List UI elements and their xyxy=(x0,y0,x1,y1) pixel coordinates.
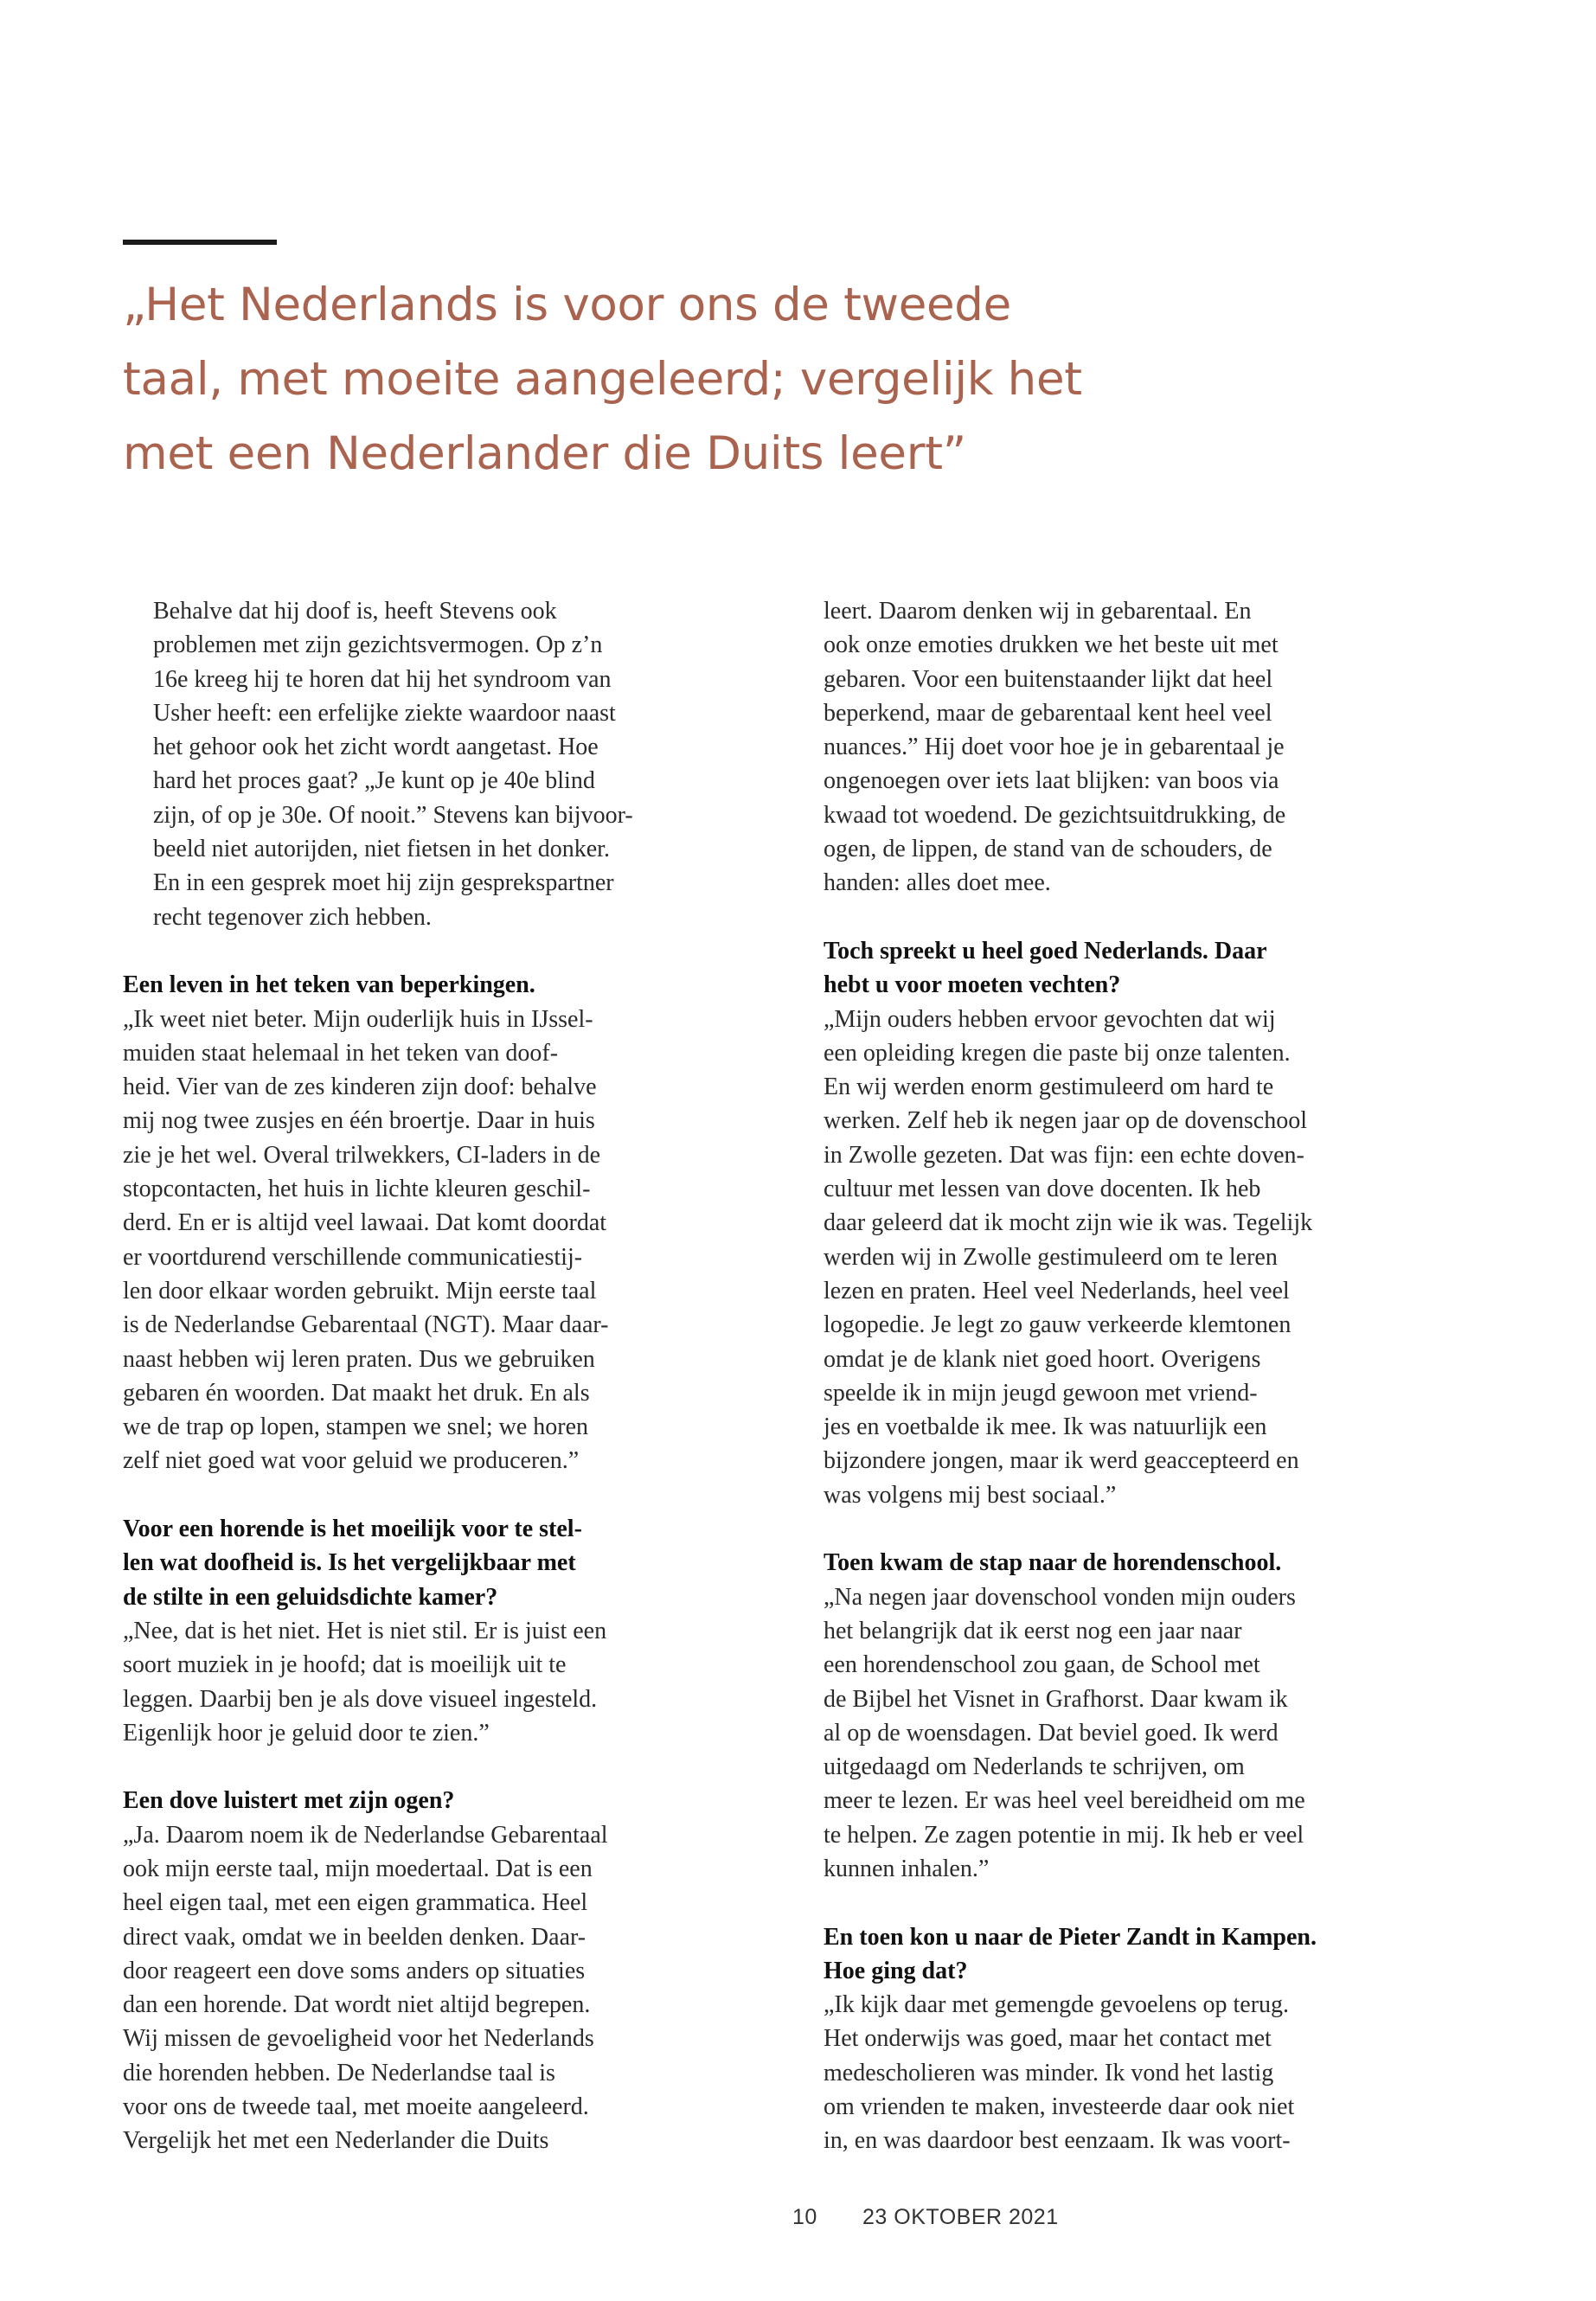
text-line: heid. Vier van de zes kinderen zijn doof: behalve xyxy=(123,1074,597,1101)
text-line: „Mijn ouders hebben ervoor gevochten dat wij xyxy=(824,1005,1276,1033)
text-line: Hoe ging dat? xyxy=(824,1957,968,1984)
text-line: zelf niet goed wat voor geluid we produceren.” xyxy=(123,1447,580,1475)
text-line: Behalve dat hij doof is, heeft Stevens ook xyxy=(153,598,557,625)
text-line: werken. Zelf heb ik negen jaar op de dovenschool xyxy=(824,1107,1308,1135)
body-paragraph xyxy=(824,1988,1377,2157)
text-line: het gehoor ook het zicht wordt aangetast. Hoe xyxy=(153,734,599,761)
text-line: bijzondere jongen, maar ik werd geaccepteerd en xyxy=(824,1447,1299,1475)
text-line: te helpen. Ze zagen potentie in mij. Ik heb er veel xyxy=(824,1821,1304,1849)
section-heading xyxy=(824,1920,1377,1989)
text-line: derd. En er is altijd veel lawaai. Dat komt doordat xyxy=(123,1209,607,1237)
text-line: naast hebben wij leren praten. Dus we gebruiken xyxy=(123,1345,595,1373)
article-column-right xyxy=(824,594,1377,2158)
text-line: omdat je de klank niet goed hoort. Overigens xyxy=(824,1345,1261,1373)
text-line: dan een horende. Dat wordt niet altijd begrepen. xyxy=(123,1991,591,2019)
text-line: jes en voetbalde ik mee. Ik was natuurlijk een xyxy=(824,1413,1267,1441)
body-paragraph xyxy=(824,1003,1377,1512)
text-line: heel eigen taal, met een eigen grammatica. Heel xyxy=(123,1889,588,1917)
text-line: door reageert een dove soms anders op situaties xyxy=(123,1957,586,1984)
text-line: En in een gesprek moet hij zijn gesprekspartner xyxy=(153,869,614,897)
pull-quote-line: „Het Nederlands is voor ons de tweede xyxy=(123,279,1011,331)
text-line: ook mijn eerste taal, mijn moedertaal. Dat is een xyxy=(123,1855,593,1882)
text-line: het belangrijk dat ik eerst nog een jaar naar xyxy=(824,1617,1242,1644)
text-line: hard het proces gaat? „Je kunt op je 40e blind xyxy=(153,767,595,795)
text-line: nuances.” Hij doet voor hoe je in gebarentaal je xyxy=(824,734,1285,761)
text-line: we de trap op lopen, stampen we snel; we horen xyxy=(123,1413,589,1441)
text-line: Wij missen de gevoeligheid voor het Nederlands xyxy=(123,2025,594,2053)
text-line: leert. Daarom denken wij in gebarentaal. En xyxy=(824,598,1252,625)
text-line: een opleiding kregen die paste bij onze talenten. xyxy=(824,1039,1291,1067)
section-heading xyxy=(824,934,1377,1003)
text-line: mij nog twee zusjes en één broertje. Daar in huis xyxy=(123,1107,595,1135)
text-line: daar geleerd dat ik mocht zijn wie ik was. Tegelijk xyxy=(824,1209,1313,1237)
text-line: beeld niet autorijden, niet fietsen in het donker. xyxy=(153,836,610,863)
text-line: „Nee, dat is het niet. Het is niet stil. Er is juist een xyxy=(123,1617,607,1644)
text-line: in Zwolle gezeten. Dat was fijn: een echte doven- xyxy=(824,1141,1304,1169)
text-line: was volgens mij best sociaal.” xyxy=(824,1481,1117,1509)
article-column-left xyxy=(123,594,676,2158)
decorative-rule xyxy=(123,240,277,245)
text-line: meer te lezen. Er was heel veel bereidheid om me xyxy=(824,1787,1305,1815)
text-line: een horendenschool zou gaan, de School met xyxy=(824,1651,1260,1679)
body-paragraph xyxy=(123,594,676,934)
text-line: stopcontacten, het huis in lichte kleuren geschil- xyxy=(123,1176,591,1203)
text-line: En toen kon u naar de Pieter Zandt in Kampen. xyxy=(824,1923,1317,1951)
text-line: cultuur met lessen van dove docenten. Ik heb xyxy=(824,1176,1261,1203)
page-number: 10 xyxy=(792,2205,817,2229)
body-paragraph xyxy=(123,1614,676,1750)
text-line: Een leven in het teken van beperkingen. xyxy=(123,971,535,999)
text-line: de stilte in een geluidsdichte kamer? xyxy=(123,1583,498,1611)
text-line: Toen kwam de stap naar de horendenschool. xyxy=(824,1549,1282,1577)
text-line: Een dove luistert met zijn ogen? xyxy=(123,1787,455,1815)
text-line: kwaad tot woedend. De gezichtsuitdrukking, de xyxy=(824,801,1286,829)
text-line: handen: alles doet mee. xyxy=(824,869,1051,897)
text-line: gebaren. Voor een buitenstaander lijkt dat heel xyxy=(824,665,1273,693)
issue-date: 23 OKTOBER 2021 xyxy=(862,2205,1059,2229)
text-line: in, en was daardoor best eenzaam. Ik was voort- xyxy=(824,2127,1291,2155)
text-line: Toch spreekt u heel goed Nederlands. Daar xyxy=(824,937,1267,965)
text-line: is de Nederlandse Gebarentaal (NGT). Maar daar- xyxy=(123,1311,609,1339)
text-line: len wat doofheid is. Is het vergelijkbaar met xyxy=(123,1549,576,1577)
text-line: kunnen inhalen.” xyxy=(824,1855,990,1882)
text-line: len door elkaar worden gebruikt. Mijn eerste taal xyxy=(123,1277,597,1304)
text-line: uitgedaagd om Nederlands te schrijven, om xyxy=(824,1753,1245,1781)
text-line: er voortdurend verschillende communicatiestij- xyxy=(123,1243,583,1271)
text-line: Eigenlijk hoor je geluid door te zien.” xyxy=(123,1719,490,1747)
body-paragraph xyxy=(123,1818,676,2158)
text-line: En wij werden enorm gestimuleerd om hard te xyxy=(824,1074,1274,1101)
section-heading xyxy=(123,1784,676,1817)
text-line: beperkend, maar de gebarentaal kent heel veel xyxy=(824,699,1272,727)
text-line: Vergelijk het met een Nederlander die Duits xyxy=(123,2127,549,2155)
text-line: Usher heeft: een erfelijke ziekte waardoor naast xyxy=(153,699,616,727)
text-line: die horenden hebben. De Nederlandse taal is xyxy=(123,2059,555,2086)
text-line: al op de woensdagen. Dat beviel goed. Ik werd xyxy=(824,1719,1279,1747)
text-line: logopedie. Je legt zo gauw verkeerde klemtonen xyxy=(824,1311,1292,1339)
text-line: „Ik weet niet beter. Mijn ouderlijk huis in IJssel- xyxy=(123,1005,593,1033)
section-heading xyxy=(123,1512,676,1614)
body-paragraph xyxy=(824,594,1377,901)
pull-quote xyxy=(123,268,1204,491)
text-line: zie je het wel. Overal trilwekkers, CI-laders in de xyxy=(123,1141,601,1169)
text-line: werden wij in Zwolle gestimuleerd om te leren xyxy=(824,1243,1278,1271)
text-line: ongenoegen over iets laat blijken: van boos via xyxy=(824,767,1279,795)
text-line: gebaren én woorden. Dat maakt het druk. En als xyxy=(123,1379,590,1407)
text-line: leggen. Daarbij ben je als dove visueel ingesteld. xyxy=(123,1685,598,1713)
body-paragraph xyxy=(824,1580,1377,1887)
text-line: 16e kreeg hij te horen dat hij het syndroom van xyxy=(153,665,612,693)
text-line: ogen, de lippen, de stand van de schouders, de xyxy=(824,836,1272,863)
text-line: ook onze emoties drukken we het beste uit met xyxy=(824,631,1279,659)
text-line: speelde ik in mijn jeugd gewoon met vriend- xyxy=(824,1379,1258,1407)
section-heading xyxy=(123,968,676,1002)
text-line: problemen met zijn gezichtsvermogen. Op z’n xyxy=(153,631,603,659)
text-line: Voor een horende is het moeilijk voor te stel- xyxy=(123,1516,582,1543)
text-line: lezen en praten. Heel veel Nederlands, heel veel xyxy=(824,1277,1290,1304)
section-heading xyxy=(824,1546,1377,1580)
text-line: medescholieren was minder. Ik vond het lastig xyxy=(824,2059,1274,2086)
text-line: voor ons de tweede taal, met moeite aangeleerd. xyxy=(123,2093,589,2121)
pull-quote-line: taal, met moeite aangeleerd; vergelijk het xyxy=(123,353,1082,406)
text-line: Het onderwijs was goed, maar het contact met xyxy=(824,2025,1272,2053)
text-line: direct vaak, omdat we in beelden denken. Daar- xyxy=(123,1923,586,1951)
text-line: de Bijbel het Visnet in Grafhorst. Daar kwam ik xyxy=(824,1685,1288,1713)
text-line: „Na negen jaar dovenschool vonden mijn ouders xyxy=(824,1583,1296,1611)
text-line: om vrienden te maken, investeerde daar ook niet xyxy=(824,2093,1295,2121)
pull-quote-line: met een Nederlander die Duits leert” xyxy=(123,427,966,480)
text-line: „Ja. Daarom noem ik de Nederlandse Gebarentaal xyxy=(123,1821,608,1849)
text-line: muiden staat helemaal in het teken van doof- xyxy=(123,1039,559,1067)
body-paragraph xyxy=(123,1003,676,1478)
text-line: „Ik kijk daar met gemengde gevoelens op terug. xyxy=(824,1991,1290,2019)
text-line: recht tegenover zich hebben. xyxy=(153,903,432,931)
text-line: hebt u voor moeten vechten? xyxy=(824,971,1121,999)
text-line: soort muziek in je hoofd; dat is moeilijk uit te xyxy=(123,1651,567,1679)
text-line: zijn, of op je 30e. Of nooit.” Stevens kan bijvoor- xyxy=(153,801,633,829)
